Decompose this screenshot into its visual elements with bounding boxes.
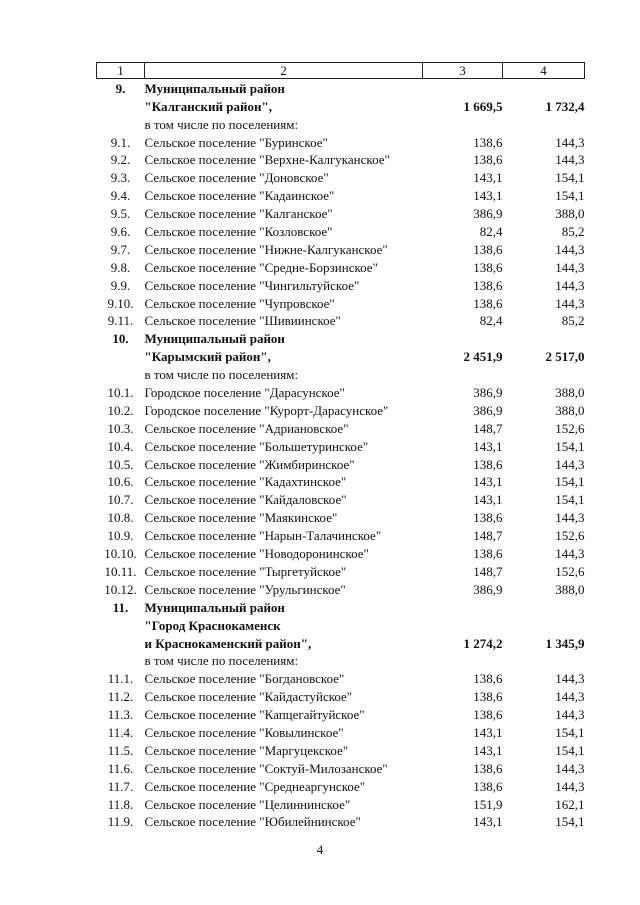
row-name: Сельское поселение "Кадаинское": [144, 188, 335, 204]
row-name: Сельское поселение "Жимбиринское": [144, 456, 355, 472]
row-number: 11.6.: [107, 760, 134, 776]
row-name: Муниципальный район: [144, 599, 285, 615]
column-header-2: 2: [145, 63, 423, 79]
value-col3: 148,7: [473, 563, 503, 579]
value-col4: [503, 115, 585, 133]
district-heading-row: [97, 79, 585, 97]
value-col4: 154,1: [555, 724, 585, 740]
row-name: Сельское поселение "Соктуй-Милозанское": [144, 760, 388, 776]
table-row: [97, 401, 585, 419]
table-row: [97, 186, 585, 204]
row-name: Сельское поселение "Шивиинское": [144, 313, 341, 329]
value-col3: 82,4: [479, 313, 503, 329]
row-name: "Калганский район",: [144, 98, 272, 114]
table-row: [97, 562, 585, 580]
value-col4: 154,1: [555, 474, 585, 490]
value-col4: 144,3: [555, 689, 585, 705]
row-name: Сельское поселение "Капцегайтуйское": [144, 707, 365, 723]
value-col4: 388,0: [555, 581, 585, 597]
table-row: [97, 455, 585, 473]
value-col4: 144,3: [555, 510, 585, 526]
table-row: [97, 151, 585, 169]
value-col3: 148,7: [473, 420, 503, 436]
row-name: Городское поселение "Курорт-Дарасунское": [144, 402, 389, 418]
value-col4: 1 732,4: [545, 98, 585, 114]
row-number: 10.11.: [104, 563, 137, 579]
table-row: [97, 723, 585, 741]
value-col3: 138,6: [473, 277, 503, 293]
row-name: Сельское поселение "Маргуцекское": [144, 742, 349, 758]
row-number: 9.7.: [110, 241, 131, 257]
page-number: 4: [316, 842, 324, 857]
value-col4: 154,1: [555, 814, 585, 830]
row-number: 9.3.: [110, 170, 131, 186]
value-col3: [423, 598, 503, 616]
value-col4: [503, 616, 585, 634]
row-number: [97, 97, 145, 115]
value-col3: 138,6: [473, 295, 503, 311]
row-name: Сельское поселение "Адриановское": [144, 420, 349, 436]
row-name: Сельское поселение "Урульгинское": [144, 581, 346, 597]
value-col4: 144,3: [555, 760, 585, 776]
value-col3: 386,9: [473, 385, 503, 401]
value-col3: 138,6: [473, 241, 503, 257]
table-row: [97, 526, 585, 544]
row-number: [97, 347, 145, 365]
value-col3: 143,1: [473, 188, 503, 204]
value-col3: 143,1: [473, 814, 503, 830]
row-number: 11.5.: [107, 742, 134, 758]
value-col3: 138,6: [473, 671, 503, 687]
table-row: [97, 240, 585, 258]
row-number: [97, 365, 145, 383]
row-name: в том числе по поселениям:: [144, 653, 299, 669]
district-heading-row: [97, 347, 585, 365]
row-number: 9.4.: [110, 188, 131, 204]
row-name: Сельское поселение "Большетуринское": [144, 438, 369, 454]
value-col3: 138,6: [473, 134, 503, 150]
row-name: "Город Краснокаменск: [144, 617, 281, 633]
row-number: 10.8.: [107, 510, 134, 526]
table-row: [97, 294, 585, 312]
row-number: 10.7.: [107, 492, 134, 508]
value-col4: 144,3: [555, 152, 585, 168]
table-row: [97, 777, 585, 795]
row-number: 11.9.: [107, 814, 134, 830]
table-row: [97, 813, 585, 831]
row-name: Сельское поселение "Буринское": [144, 134, 328, 150]
value-col3: 386,9: [473, 581, 503, 597]
row-number: 11.8.: [107, 796, 134, 812]
row-name: Сельское поселение "Богдановское": [144, 671, 345, 687]
budget-table: [96, 62, 585, 830]
district-heading-row: [97, 329, 585, 347]
table-row: [97, 687, 585, 705]
row-number: 11.7.: [107, 778, 134, 794]
value-col4: 152,6: [555, 528, 585, 544]
value-col4: 85,2: [561, 224, 585, 240]
row-number: 9.10.: [107, 295, 134, 311]
value-col3: [423, 115, 503, 133]
table-row: [97, 490, 585, 508]
table-row: [97, 222, 585, 240]
column-number-row: [97, 63, 585, 79]
row-name: Сельское поселение "Кадахтинское": [144, 474, 347, 490]
value-col4: 388,0: [555, 385, 585, 401]
row-name: Сельское поселение "Юбилейнинское": [144, 814, 361, 830]
row-name: в том числе по поселениям:: [144, 367, 299, 383]
district-heading-row: [97, 634, 585, 652]
table-row: [97, 258, 585, 276]
value-col3: 138,6: [473, 152, 503, 168]
value-col3: 143,1: [473, 724, 503, 740]
row-number: 10.4.: [107, 438, 134, 454]
value-col4: [503, 79, 585, 97]
row-name: Сельское поселение "Новодоронинское": [144, 546, 369, 562]
table-body: [97, 79, 585, 831]
district-heading-row: [97, 616, 585, 634]
value-col4: 144,3: [555, 707, 585, 723]
table-row: [97, 580, 585, 598]
value-col4: 1 345,9: [545, 635, 585, 651]
district-heading-row: [97, 598, 585, 616]
value-col4: 2 517,0: [545, 349, 585, 365]
value-col4: [503, 329, 585, 347]
value-col3: 138,6: [473, 778, 503, 794]
table-row: [97, 312, 585, 330]
row-number: 11.3.: [107, 707, 134, 723]
row-number: 10.10.: [104, 546, 137, 562]
table-row: [97, 544, 585, 562]
row-name: Сельское поселение "Козловское": [144, 224, 333, 240]
table-row: [97, 759, 585, 777]
value-col3: 82,4: [479, 224, 503, 240]
table-row: [97, 168, 585, 186]
value-col3: 143,1: [473, 438, 503, 454]
row-number: 9.8.: [110, 259, 131, 275]
value-col3: 138,6: [473, 510, 503, 526]
row-number: 10.5.: [107, 456, 134, 472]
value-col4: 144,3: [555, 241, 585, 257]
value-col4: 144,3: [555, 259, 585, 275]
row-name: Сельское поселение "Маякинское": [144, 510, 338, 526]
table-row: [97, 795, 585, 813]
row-name: Сельское поселение "Верхне-Калгуканское": [144, 152, 390, 168]
value-col3: 138,6: [473, 707, 503, 723]
row-name: Сельское поселение "Нарын-Талачинское": [144, 528, 382, 544]
value-col3: [423, 652, 503, 670]
row-name: Муниципальный район: [144, 80, 285, 96]
value-col3: 138,6: [473, 456, 503, 472]
value-col3: 151,9: [473, 796, 503, 812]
value-col3: 143,1: [473, 170, 503, 186]
row-number: [97, 634, 145, 652]
row-name: Сельское поселение "Среднеаргунское": [144, 778, 366, 794]
row-number: 10.2.: [107, 402, 134, 418]
row-name: и Краснокаменский район",: [144, 635, 312, 651]
value-col4: [503, 598, 585, 616]
value-col3: 138,6: [473, 689, 503, 705]
row-number: 11.: [112, 599, 129, 615]
table-row: [97, 276, 585, 294]
value-col4: 85,2: [561, 313, 585, 329]
table-row: [97, 133, 585, 151]
row-number: [97, 115, 145, 133]
value-col3: 138,6: [473, 259, 503, 275]
table-row: [97, 204, 585, 222]
value-col4: 388,0: [555, 206, 585, 222]
value-col4: 154,1: [555, 188, 585, 204]
row-number: 9.5.: [110, 206, 131, 222]
row-name: Сельское поселение "Нижне-Калгуканское": [144, 241, 388, 257]
row-name: Сельское поселение "Чупровское": [144, 295, 335, 311]
row-name: Сельское поселение "Тыргетуйское": [144, 563, 347, 579]
row-number: [97, 616, 145, 634]
value-col4: 144,3: [555, 456, 585, 472]
row-name: Сельское поселение "Кайдаловское": [144, 492, 347, 508]
district-heading-row: [97, 97, 585, 115]
row-name: Сельское поселение "Ковылинское": [144, 724, 344, 740]
row-number: 10.: [112, 331, 129, 347]
table-row: [97, 669, 585, 687]
value-col4: 144,3: [555, 546, 585, 562]
value-col4: 388,0: [555, 402, 585, 418]
row-name: Сельское поселение "Средне-Борзинское": [144, 259, 378, 275]
value-col4: 154,1: [555, 438, 585, 454]
table-row: [97, 383, 585, 401]
row-name: Городское поселение "Дарасунское": [144, 385, 345, 401]
value-col3: 1 274,2: [463, 635, 503, 651]
row-name: Сельское поселение "Чингильтуйское": [144, 277, 360, 293]
value-col3: 386,9: [473, 402, 503, 418]
value-col4: [503, 652, 585, 670]
table-row: [97, 705, 585, 723]
value-col4: 152,6: [555, 563, 585, 579]
value-col3: 2 451,9: [463, 349, 503, 365]
value-col3: 1 669,5: [463, 98, 503, 114]
value-col4: [503, 365, 585, 383]
row-number: 10.1.: [107, 385, 134, 401]
column-header-4: 4: [503, 63, 585, 79]
value-col4: 162,1: [555, 796, 585, 812]
row-number: 9.6.: [110, 224, 131, 240]
table-row: [97, 473, 585, 491]
value-col4: 144,3: [555, 295, 585, 311]
value-col3: [423, 79, 503, 97]
row-number: 10.3.: [107, 420, 134, 436]
value-col3: [423, 365, 503, 383]
row-number: 11.4.: [107, 724, 134, 740]
table-row: [97, 437, 585, 455]
value-col3: 143,1: [473, 492, 503, 508]
row-name: Сельское поселение "Калганское": [144, 206, 333, 222]
row-name: Сельское поселение "Доновское": [144, 170, 329, 186]
row-number: 11.1.: [107, 671, 134, 687]
column-header-3: 3: [423, 63, 503, 79]
row-number: 10.12.: [104, 581, 137, 597]
value-col4: 144,3: [555, 671, 585, 687]
table-row: [97, 419, 585, 437]
row-number: 9.11.: [107, 313, 134, 329]
column-header-1: 1: [97, 63, 145, 79]
row-number: 9.9.: [110, 277, 131, 293]
row-number: 11.2.: [107, 689, 134, 705]
row-number: 9.: [115, 80, 126, 96]
row-name: Муниципальный район: [144, 331, 285, 347]
value-col3: 143,1: [473, 474, 503, 490]
value-col3: 148,7: [473, 528, 503, 544]
subheading-row: [97, 652, 585, 670]
table-row: [97, 741, 585, 759]
value-col4: 154,1: [555, 492, 585, 508]
row-number: 9.1.: [110, 134, 131, 150]
table-row: [97, 508, 585, 526]
row-name: Сельское поселение "Целиннинское": [144, 796, 351, 812]
value-col3: 143,1: [473, 742, 503, 758]
value-col3: 138,6: [473, 546, 503, 562]
row-number: 9.2.: [110, 152, 131, 168]
value-col4: 144,3: [555, 134, 585, 150]
value-col3: [423, 329, 503, 347]
row-name: в том числе по поселениям:: [144, 116, 299, 132]
value-col4: 154,1: [555, 742, 585, 758]
value-col4: 144,3: [555, 277, 585, 293]
row-number: 10.6.: [107, 474, 134, 490]
row-number: [97, 652, 145, 670]
value-col3: 138,6: [473, 760, 503, 776]
value-col3: 386,9: [473, 206, 503, 222]
subheading-row: [97, 115, 585, 133]
value-col4: 152,6: [555, 420, 585, 436]
row-name: "Карымский район",: [144, 349, 271, 365]
value-col3: [423, 616, 503, 634]
row-name: Сельское поселение "Кайдастуйское": [144, 689, 353, 705]
value-col4: 154,1: [555, 170, 585, 186]
subheading-row: [97, 365, 585, 383]
value-col4: 144,3: [555, 778, 585, 794]
row-number: 10.9.: [107, 528, 134, 544]
